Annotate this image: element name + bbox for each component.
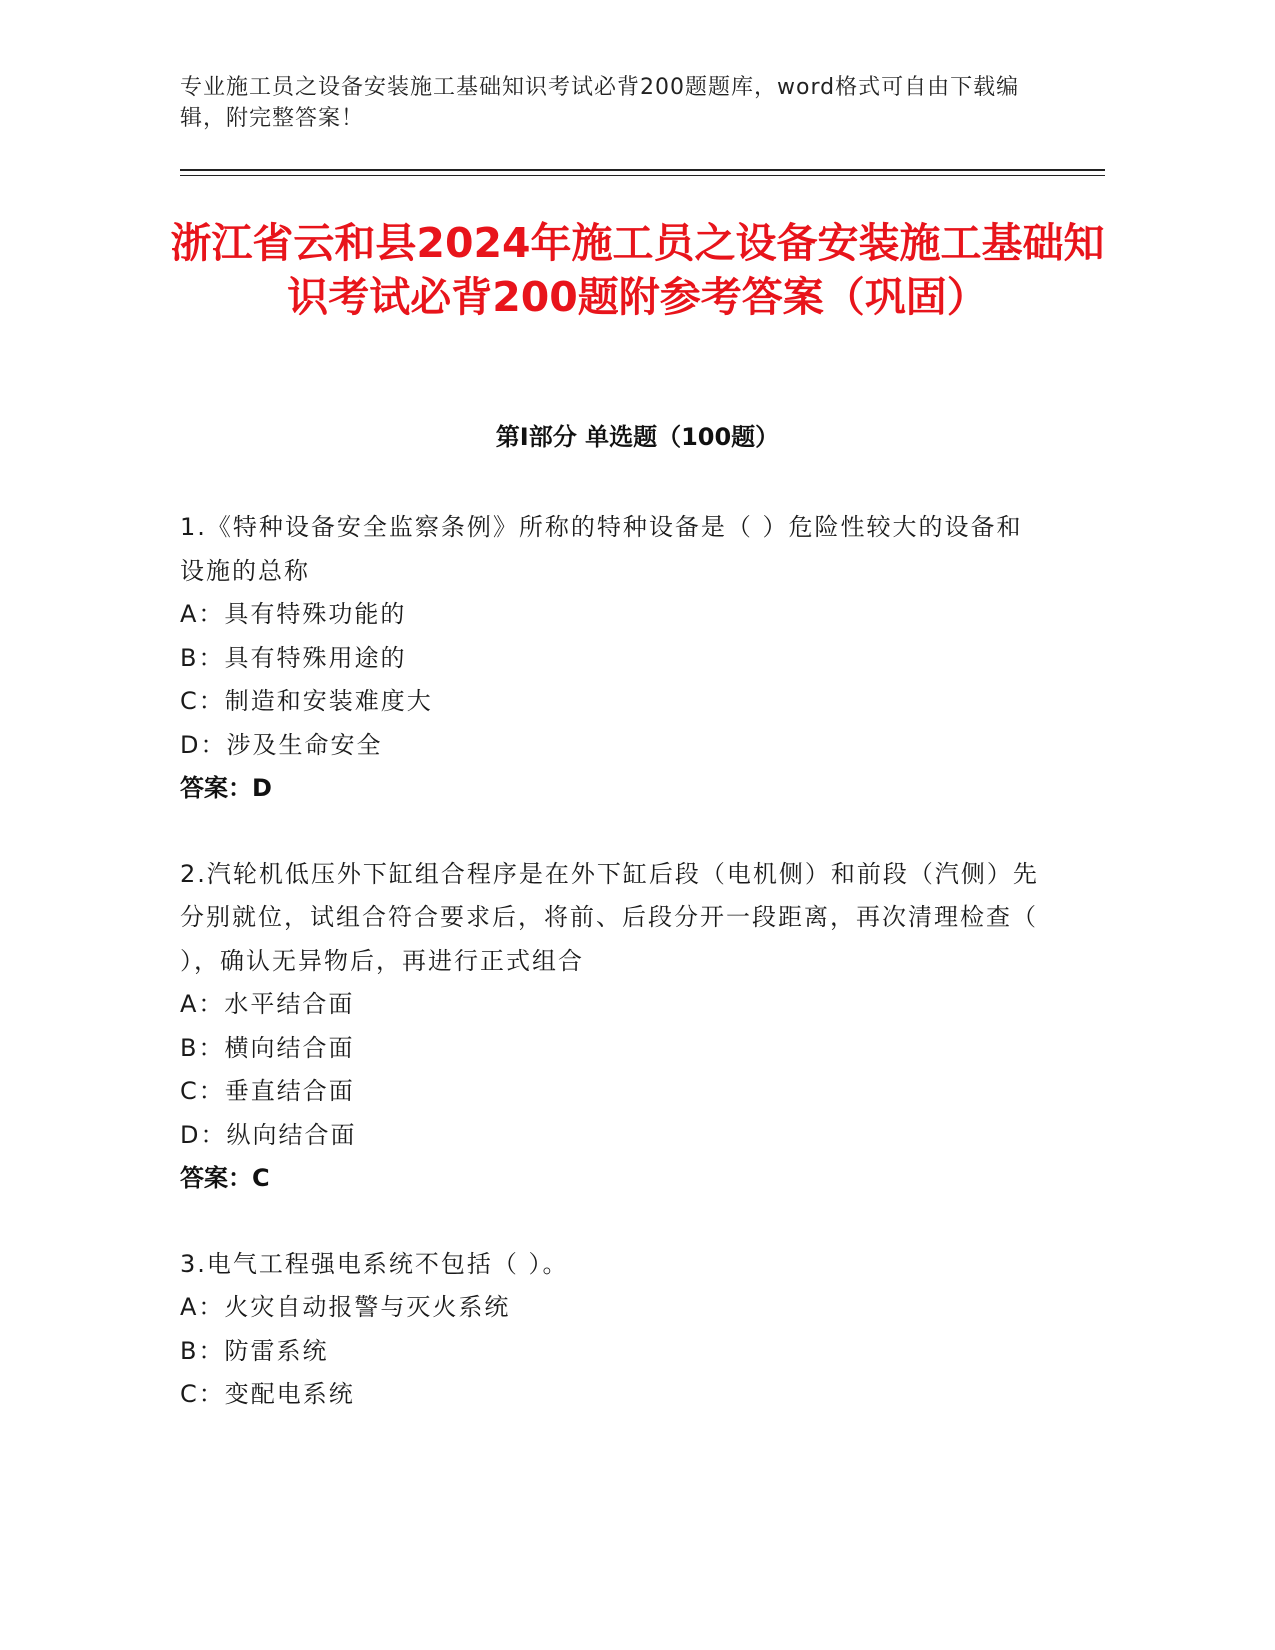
- question-1: [180, 506, 1040, 811]
- answer: 答案：D: [180, 774, 272, 802]
- question-text: 2.汽轮机低压外下缸组合程序是在外下缸后段（电机侧）和前段（汽侧）先分别就位，试组合符合要求后，将前、后段分开一段距离，再次清理检查（ ），确认无异物后，再进行正式组合: [180, 859, 1039, 975]
- option-d: D：涉及生命安全: [180, 730, 383, 759]
- option-c: C：变配电系统: [180, 1380, 355, 1408]
- header-rule-thick: [180, 169, 1105, 171]
- document-title: 浙江省云和县2024年施工员之设备安装施工基础知识考试必背200题附参考答案（巩固）: [170, 219, 1105, 321]
- option-d: D：纵向结合面: [180, 1120, 357, 1149]
- question-2: [180, 853, 1040, 1201]
- option-c: C：垂直结合面: [180, 1077, 355, 1105]
- question-text: 3.电气工程强电系统不包括（ ）。: [180, 1249, 569, 1278]
- answer: 答案：C: [180, 1164, 270, 1192]
- option-b: B：横向结合面: [180, 1033, 355, 1062]
- section-title: 第I部分 单选题（100题）: [495, 423, 780, 451]
- header-rule-thin: [180, 175, 1105, 176]
- option-c: C：制造和安装难度大: [180, 687, 433, 715]
- option-b: B：具有特殊用途的: [180, 643, 407, 672]
- option-b: B：防雷系统: [180, 1336, 329, 1365]
- option-a: A：火灾自动报警与灭火系统: [180, 1293, 511, 1321]
- question-list: [180, 506, 1040, 1459]
- question-text: 1.《特种设备安全监察条例》所称的特种设备是（ ）危险性较大的设备和设施的总称: [180, 513, 1023, 585]
- option-a: A：水平结合面: [180, 990, 355, 1018]
- header-note: 专业施工员之设备安装施工基础知识考试必背200题题库，word格式可自由下载编辑，附完整答案！: [180, 75, 1020, 131]
- question-3: [180, 1243, 1040, 1417]
- option-a: A：具有特殊功能的: [180, 600, 407, 628]
